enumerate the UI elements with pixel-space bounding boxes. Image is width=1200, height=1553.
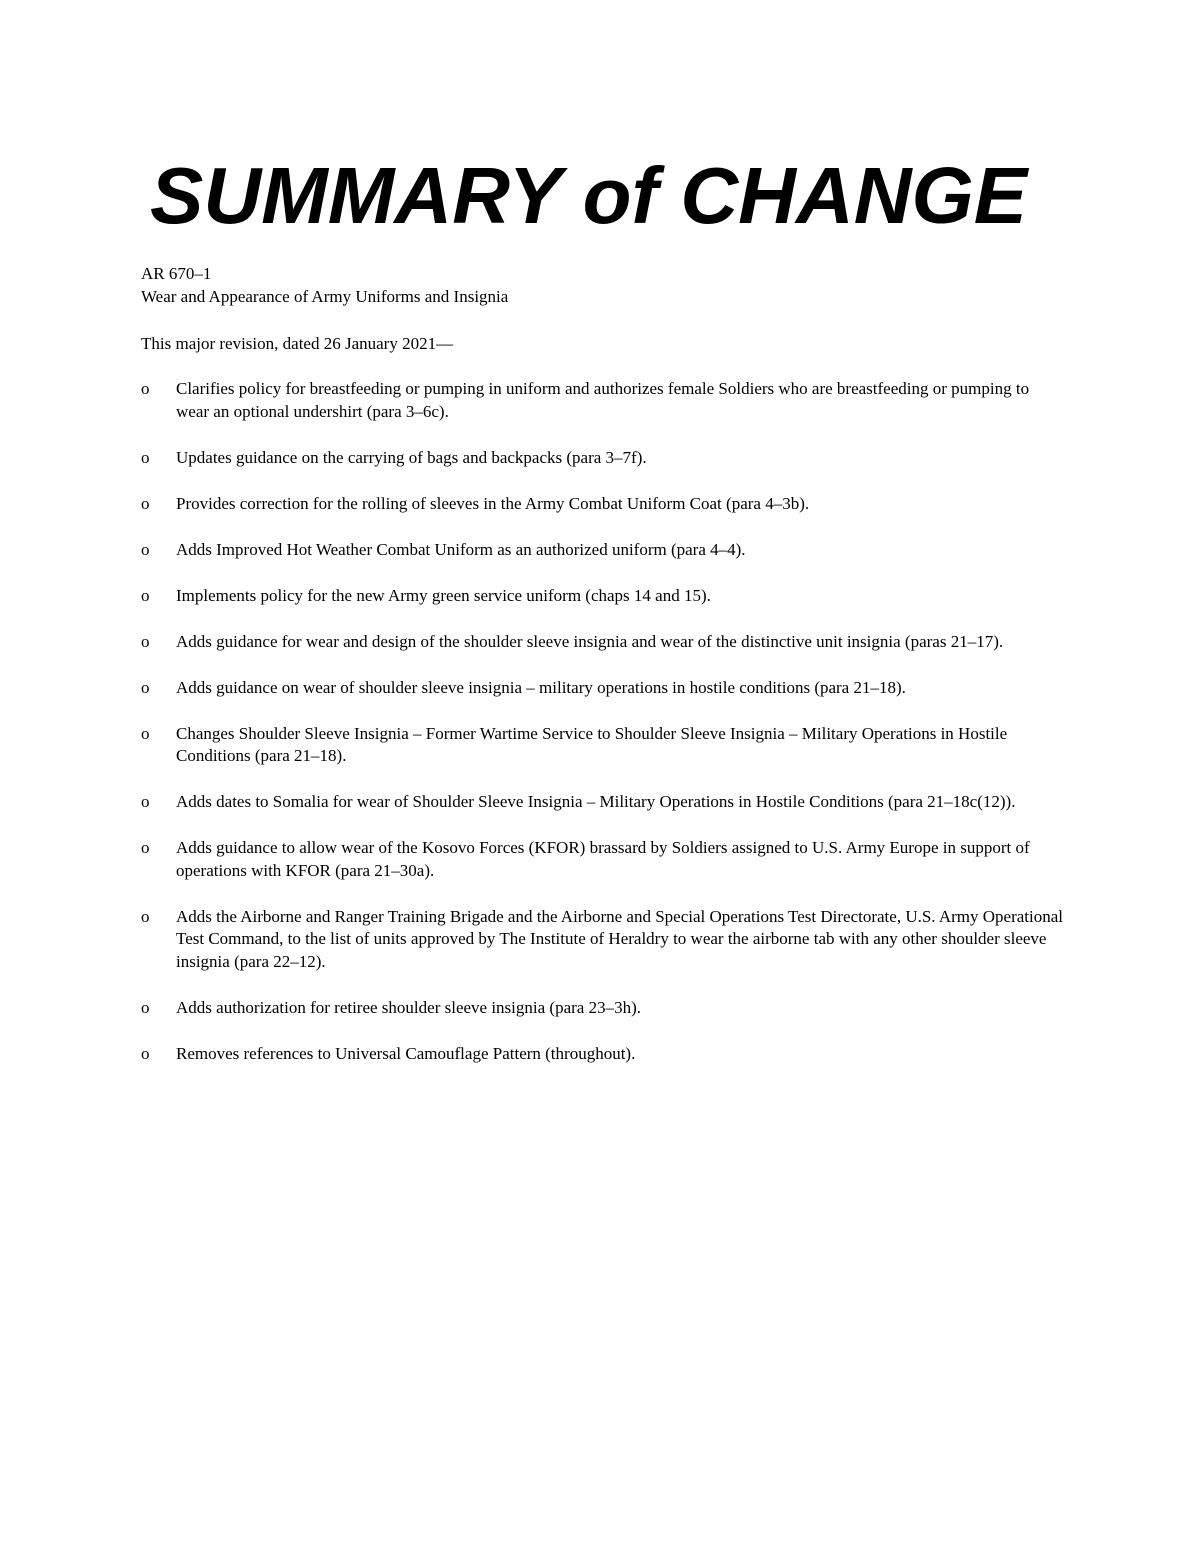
bullet-marker: o — [141, 677, 150, 697]
bullet-marker: o — [141, 493, 150, 513]
change-text: Clarifies policy for breastfeeding or pumping in uniform and authorizes female Soldiers who are breastfeeding or pumping to wear an optional undershirt (para 3–6c). — [176, 379, 1030, 421]
bullet-marker: o — [141, 631, 150, 651]
bullet-marker: o — [141, 1043, 150, 1063]
change-text: Adds the Airborne and Ranger Training Brigade and the Airborne and Special Operations Test Directorate, U.S. Army Operational Test Command, to the list of units approved by The Institute of Heraldry to wear the airborne tab with any other shoulder sleeve insignia (para 22–12). — [176, 906, 1064, 971]
change-item — [141, 493, 1066, 516]
change-text: Adds authorization for retiree shoulder sleeve insignia (para 23–3h). — [176, 997, 641, 1017]
change-item — [141, 791, 1066, 814]
change-item — [141, 631, 1066, 654]
bullet-marker: o — [141, 997, 150, 1017]
change-text: Implements policy for the new Army green service uniform (chaps 14 and 15). — [176, 585, 711, 605]
change-text: Adds guidance to allow wear of the Kosovo Forces (KFOR) brassard by Soldiers assigned to U.S. Army Europe in support of operations with KFOR (para 21–30a). — [176, 838, 1030, 880]
regulation-header — [141, 262, 1071, 308]
change-text: Adds dates to Somalia for wear of Shoulder Sleeve Insignia – Military Operations in Hostile Conditions (para 21–18c(12)). — [176, 792, 1016, 811]
change-text: Changes Shoulder Sleeve Insignia – Former Wartime Service to Shoulder Sleeve Insignia – Military Operations in Hostile Conditions (para 21–18). — [176, 723, 1008, 765]
page-title: SUMMARY of CHANGE — [150, 151, 1028, 240]
bullet-marker: o — [141, 539, 150, 559]
change-list — [141, 378, 1066, 1089]
change-item — [141, 723, 1066, 768]
bullet-marker: o — [141, 447, 150, 467]
revision-intro: This major revision, dated 26 January 2021— — [141, 334, 454, 353]
bullet-marker: o — [141, 838, 150, 857]
change-text: Updates guidance on the carrying of bags and backpacks (para 3–7f). — [176, 447, 647, 467]
regulation-name: Wear and Appearance of Army Uniforms and Insignia — [141, 287, 509, 306]
change-item — [141, 378, 1066, 423]
bullet-marker: o — [141, 379, 150, 398]
change-item — [141, 997, 1066, 1020]
change-item — [141, 906, 1066, 974]
bullet-marker: o — [141, 906, 150, 926]
bullet-marker: o — [141, 792, 150, 811]
bullet-marker: o — [141, 723, 150, 743]
regulation-number: AR 670–1 — [141, 264, 212, 283]
bullet-marker: o — [141, 585, 150, 605]
change-text: Adds guidance on wear of shoulder sleeve insignia – military operations in hostile conditions (para 21–18). — [176, 677, 906, 697]
change-text: Adds Improved Hot Weather Combat Uniform as an authorized uniform (para 4–4). — [176, 539, 746, 559]
change-text: Removes references to Universal Camouflage Pattern (throughout). — [176, 1043, 636, 1063]
change-item — [141, 837, 1066, 882]
change-item — [141, 585, 1066, 608]
change-item — [141, 447, 1066, 470]
change-item — [141, 1043, 1066, 1066]
change-item — [141, 539, 1066, 562]
change-text: Provides correction for the rolling of sleeves in the Army Combat Uniform Coat (para 4–3b). — [176, 493, 810, 513]
change-item — [141, 677, 1066, 700]
change-text: Adds guidance for wear and design of the shoulder sleeve insignia and wear of the distinctive unit insignia (paras 21–17). — [176, 631, 1004, 651]
